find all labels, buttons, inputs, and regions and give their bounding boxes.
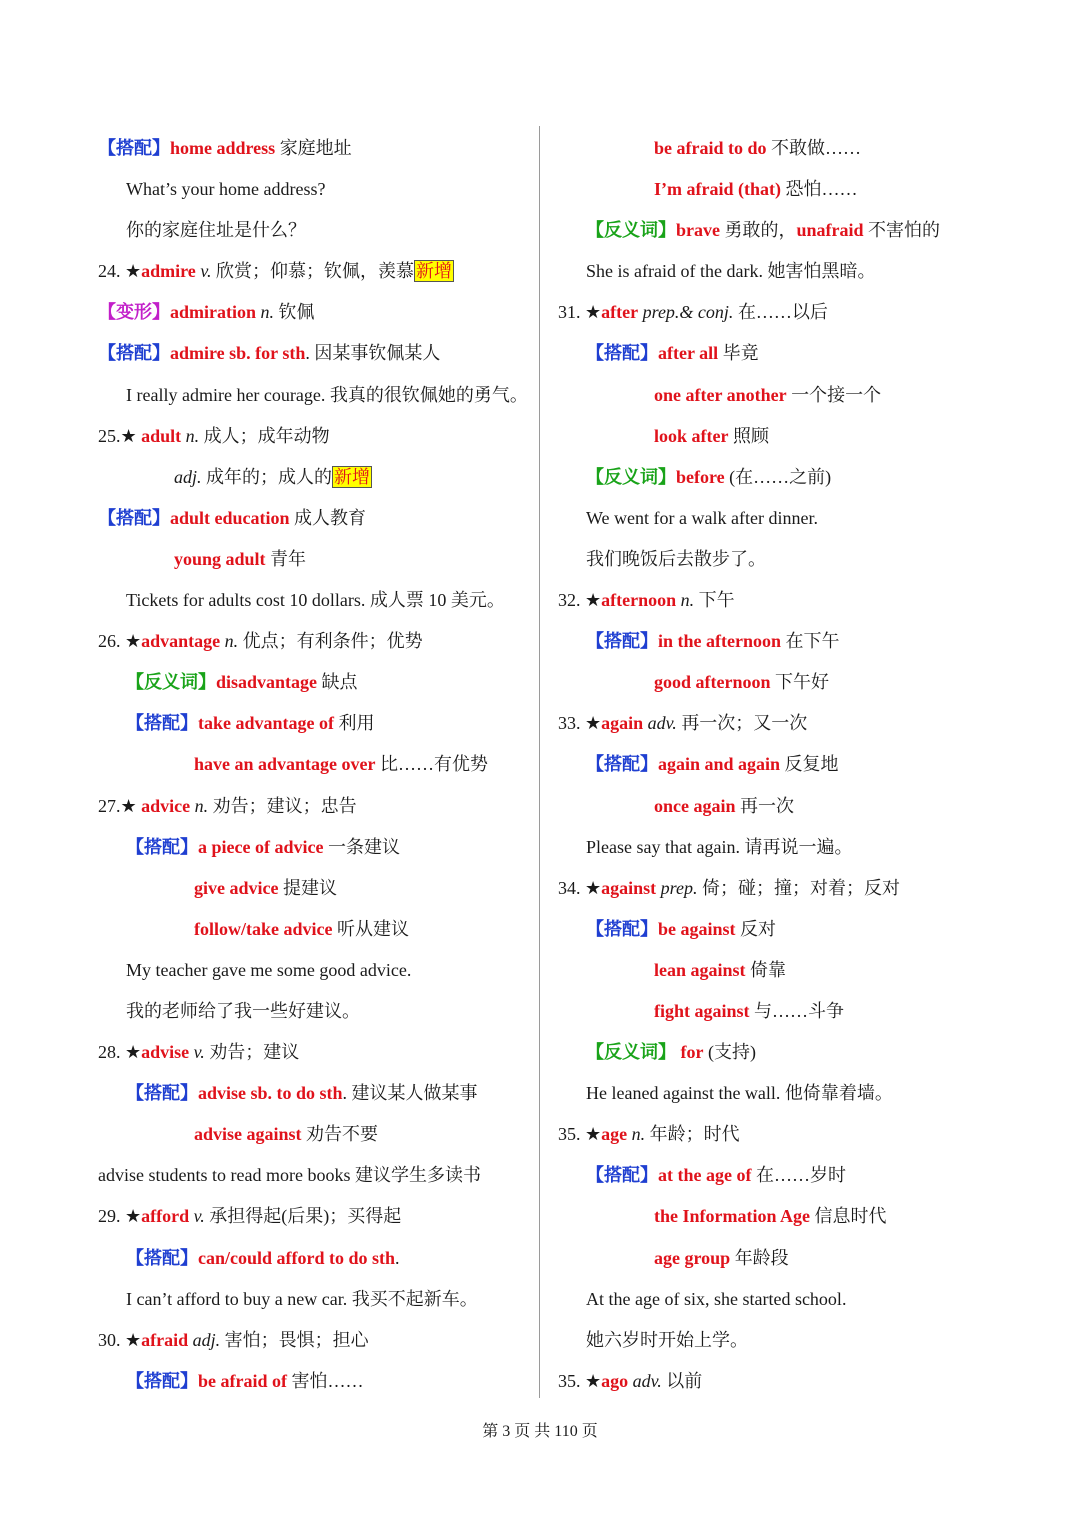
bracket-label: 【反义词】	[586, 220, 676, 241]
term-text: have an advantage over	[194, 754, 376, 775]
part-of-speech: n.	[181, 425, 200, 446]
text-segment: 利用	[334, 713, 375, 734]
text-segment: 缺点	[317, 672, 358, 693]
text-segment: 比……有优势	[375, 754, 488, 775]
vocab-line	[98, 662, 528, 703]
vocab-line	[558, 1320, 998, 1361]
text-segment: 成人；成年动物	[199, 425, 330, 446]
vocab-line	[98, 744, 528, 785]
vocab-line	[558, 416, 998, 457]
text-segment: He leaned against the wall. 他倚靠着墙。	[586, 1083, 893, 1104]
vocab-line	[98, 827, 528, 868]
vocab-line	[98, 786, 528, 827]
vocab-line	[558, 1279, 998, 1320]
bracket-label: 【反义词】	[126, 672, 216, 693]
text-segment: 在……岁时	[751, 1165, 846, 1186]
vocab-line	[558, 786, 998, 827]
bracket-label: 【搭配】	[98, 507, 170, 528]
text-segment: 她六岁时开始上学。	[586, 1329, 748, 1350]
text-segment: 害怕……	[287, 1370, 364, 1391]
term-text: brave	[676, 220, 720, 241]
text-segment: 你的家庭住址是什么？	[126, 220, 306, 241]
text-segment: My teacher gave me some good advice.	[126, 959, 412, 980]
term-text: adult	[141, 425, 182, 446]
text-segment: 28. ★	[98, 1042, 142, 1063]
text-segment: 劝告不要	[301, 1124, 379, 1145]
text-segment: 恐怕……	[781, 179, 858, 200]
text-segment: 在下午	[781, 631, 840, 652]
vocab-line	[98, 333, 528, 374]
term-text: ago	[601, 1370, 629, 1391]
vocab-line	[558, 210, 998, 251]
text-segment: 成人教育	[289, 507, 367, 528]
part-of-speech: prep.& conj.	[638, 302, 734, 323]
text-segment: 在……以后	[733, 302, 828, 323]
part-of-speech: adj.	[174, 466, 202, 487]
vocab-line	[558, 1196, 998, 1237]
vocab-line	[558, 1361, 998, 1402]
text-segment: What’s your home address?	[126, 179, 326, 200]
term-text: disadvantage	[216, 672, 318, 693]
text-segment: Tickets for adults cost 10 dollars. 成人票 10 美元。	[126, 590, 505, 611]
term-text: before	[676, 466, 725, 487]
part-of-speech: adj.	[188, 1329, 221, 1350]
bracket-label: 【搭配】	[586, 343, 658, 364]
text-segment: 承担得起(后果)；买得起	[204, 1206, 402, 1227]
text-segment: . 因某事钦佩某人	[305, 343, 441, 364]
part-of-speech: n.	[190, 795, 209, 816]
vocab-line	[98, 868, 528, 909]
text-segment: 优点；有利条件；优势	[238, 631, 423, 652]
vocab-line	[98, 909, 528, 950]
part-of-speech: v.	[189, 1042, 205, 1063]
term-text: adult education	[170, 507, 290, 528]
bracket-label: 【搭配】	[98, 343, 170, 364]
text-segment: 劝告；建议	[204, 1042, 300, 1063]
part-of-speech: adv.	[643, 713, 677, 734]
term-text: good afternoon	[654, 672, 771, 693]
text-segment: 害怕；畏惧；担心	[220, 1329, 369, 1350]
part-of-speech: v.	[195, 261, 212, 282]
term-text: admire	[141, 261, 196, 282]
text-segment: 反对	[735, 918, 777, 939]
term-text: in the afternoon	[658, 631, 781, 652]
vocab-line	[558, 909, 998, 950]
text-segment: 听从建议	[332, 918, 409, 939]
text-segment: 年龄段	[730, 1247, 789, 1268]
vocab-line	[98, 375, 528, 416]
vocab-line	[558, 621, 998, 662]
part-of-speech: n.	[676, 590, 695, 611]
text-segment: 提建议	[278, 877, 337, 898]
column-divider	[539, 126, 540, 1398]
text-segment: 以前	[661, 1370, 703, 1391]
vocab-line	[558, 1238, 998, 1279]
part-of-speech: v.	[189, 1206, 205, 1227]
text-segment: 25.★	[98, 425, 142, 446]
text-segment: Please say that again. 请再说一遍。	[586, 836, 853, 857]
vocab-line	[98, 169, 528, 210]
vocab-line	[98, 991, 528, 1032]
vocab-line	[558, 333, 998, 374]
text-segment: 不害怕的	[863, 220, 941, 241]
vocab-line	[98, 1032, 528, 1073]
vocab-line	[558, 1032, 998, 1073]
vocab-line	[98, 1196, 528, 1237]
term-text: after	[601, 302, 639, 323]
text-segment: 一条建议	[323, 836, 400, 857]
term-text: again and again	[658, 754, 781, 775]
term-text: afternoon	[601, 590, 677, 611]
term-text: at the age of	[658, 1165, 752, 1186]
term-text: be against	[658, 918, 736, 939]
term-text: be afraid of	[198, 1370, 287, 1391]
term-text: follow/take advice	[194, 918, 333, 939]
term-text: advice	[141, 795, 191, 816]
text-segment: 35. ★	[558, 1370, 602, 1391]
term-text: one after another	[654, 384, 787, 405]
term-text: be afraid to do	[654, 138, 767, 158]
bracket-label: 【反义词】	[586, 466, 676, 487]
term-text: age	[601, 1124, 628, 1145]
vocab-line	[558, 744, 998, 785]
term-text: for	[680, 1042, 704, 1063]
text-segment: 毕竟	[718, 343, 759, 364]
vocab-line	[98, 580, 528, 621]
bracket-label: 【搭配】	[126, 1247, 198, 1268]
text-segment: 成年的；成人的	[201, 466, 333, 487]
vocab-line	[558, 991, 998, 1032]
text-segment: 24. ★	[98, 261, 142, 282]
bracket-label: 【搭配】	[586, 631, 658, 652]
vocab-line	[98, 457, 528, 498]
term-text: home address	[170, 138, 276, 158]
vocab-line	[558, 1114, 998, 1155]
term-text: take advantage of	[198, 713, 334, 734]
term-text: the Information Age	[654, 1206, 810, 1227]
text-segment: (在……之前)	[724, 466, 832, 487]
vocab-line	[98, 1155, 528, 1196]
vocab-line	[98, 251, 528, 292]
vocab-line	[98, 498, 528, 539]
part-of-speech: n.	[220, 631, 239, 652]
bracket-label: 【搭配】	[586, 1165, 658, 1186]
text-segment: 青年	[265, 548, 307, 569]
bracket-label: 【搭配】	[586, 754, 658, 775]
vocab-line	[558, 1155, 998, 1196]
text-segment: 反复地	[780, 754, 839, 775]
bracket-label: 【变形】	[98, 302, 170, 323]
text-segment: 下午	[694, 590, 735, 611]
vocab-line	[98, 539, 528, 580]
term-text: once again	[654, 795, 736, 816]
term-text: young adult	[174, 548, 266, 569]
vocab-line	[558, 1073, 998, 1114]
text-segment: 劝告；建议；忠告	[208, 795, 357, 816]
text-segment: At the age of six, she started school.	[586, 1288, 847, 1309]
text-segment: 欣赏；仰慕；钦佩，羡慕	[211, 261, 414, 282]
term-text: after all	[658, 343, 719, 364]
bracket-label: 【搭配】	[126, 1370, 198, 1391]
term-text: I’m afraid	[654, 179, 734, 200]
text-segment: 信息时代	[810, 1206, 887, 1227]
term-text: unafraid	[796, 220, 864, 241]
text-segment: She is afraid of the dark. 她害怕黑暗。	[586, 261, 876, 282]
vocab-line	[98, 621, 528, 662]
vocab-line	[558, 827, 998, 868]
text-segment: 我的老师给了我一些好建议。	[126, 1000, 360, 1021]
new-badge: 新增	[334, 466, 371, 487]
term-text: advise	[141, 1042, 190, 1063]
term-text: admire sb. for sth	[170, 343, 306, 364]
term-text: lean against	[654, 959, 746, 980]
bracket-label: 【搭配】	[98, 138, 170, 158]
text-segment: . 建议某人做某事	[342, 1083, 478, 1104]
vocab-line	[558, 169, 998, 210]
vocab-line	[98, 1279, 528, 1320]
text-segment: We went for a walk after dinner.	[586, 507, 818, 528]
vocab-line	[98, 703, 528, 744]
text-segment: (支持)	[703, 1042, 756, 1063]
term-text: admiration	[170, 302, 257, 323]
term-text: give advice	[194, 877, 279, 898]
text-segment: 33. ★	[558, 713, 602, 734]
term-text: (that)	[738, 179, 781, 200]
vocab-line	[98, 210, 528, 251]
text-segment: 34. ★	[558, 877, 602, 898]
term-text: again	[601, 713, 644, 734]
vocab-line	[558, 539, 998, 580]
text-segment: 26. ★	[98, 631, 142, 652]
text-segment: 年龄；时代	[645, 1124, 740, 1145]
vocab-line	[558, 457, 998, 498]
vocab-line	[98, 1320, 528, 1361]
vocab-line	[558, 498, 998, 539]
text-segment: 35. ★	[558, 1124, 602, 1145]
term-text: advise sb. to do sth	[198, 1083, 343, 1104]
left-column	[98, 128, 528, 1402]
text-segment: 勇敢的，	[720, 220, 797, 241]
bracket-label: 【反义词】	[586, 1042, 676, 1063]
text-segment: 倚；碰；撞；对着；反对	[697, 877, 900, 898]
term-text: look after	[654, 425, 729, 446]
vocab-line	[558, 950, 998, 991]
vocab-line	[98, 1238, 528, 1279]
text-segment: I really admire her courage. 我真的很钦佩她的勇气。	[126, 384, 528, 405]
term-text: age group	[654, 1247, 731, 1268]
term-text: can/could afford to do sth	[198, 1247, 396, 1268]
term-text: advantage	[141, 631, 221, 652]
vocab-line	[98, 128, 528, 169]
text-segment: 照顾	[728, 425, 769, 446]
vocab-line	[98, 1114, 528, 1155]
vocab-line	[558, 580, 998, 621]
vocab-line	[98, 1361, 528, 1402]
bracket-label: 【搭配】	[126, 713, 198, 734]
text-segment: 倚靠	[745, 959, 787, 980]
bracket-label: 【搭配】	[586, 918, 658, 939]
text-segment: 下午好	[770, 672, 829, 693]
vocab-line	[558, 375, 998, 416]
term-text: a piece of advice	[198, 836, 324, 857]
vocab-line	[98, 1073, 528, 1114]
text-segment: 不敢做……	[766, 138, 861, 158]
vocab-line	[558, 251, 998, 292]
text-segment: 29. ★	[98, 1206, 142, 1227]
new-badge: 新增	[415, 261, 452, 282]
vocab-line	[558, 292, 998, 333]
vocab-line	[558, 703, 998, 744]
text-segment: 27.★	[98, 795, 142, 816]
vocab-line	[558, 868, 998, 909]
text-segment: 一个接一个	[786, 384, 882, 405]
right-column	[558, 128, 998, 1402]
vocab-line	[558, 662, 998, 703]
text-segment: 钦佩	[274, 302, 315, 323]
text-segment: 再一次	[735, 795, 795, 816]
text-segment: I can’t afford to buy a new car. 我买不起新车。	[126, 1288, 478, 1309]
bracket-label: 【搭配】	[126, 836, 198, 857]
vocab-line	[98, 292, 528, 333]
text-segment: 与……斗争	[749, 1000, 845, 1021]
page-footer: 第 3 页 共 110 页	[482, 1423, 598, 1440]
text-segment: 32. ★	[558, 590, 602, 611]
term-text: afford	[141, 1206, 190, 1227]
term-text: fight against	[654, 1000, 750, 1021]
vocab-line	[558, 128, 998, 169]
term-text: against	[601, 877, 657, 898]
text-segment: 家庭地址	[275, 138, 352, 158]
bracket-label: 【搭配】	[126, 1083, 198, 1104]
text-segment: advise students to read more books 建议学生多读书	[98, 1165, 481, 1186]
vocab-line	[98, 950, 528, 991]
term-text: afraid	[141, 1329, 189, 1350]
text-segment: .	[395, 1247, 400, 1268]
part-of-speech: n.	[627, 1124, 646, 1145]
part-of-speech: n.	[256, 302, 275, 323]
vocab-line	[98, 416, 528, 457]
text-segment: 30. ★	[98, 1329, 142, 1350]
part-of-speech: prep.	[656, 877, 698, 898]
term-text: advise against	[194, 1124, 302, 1145]
text-segment: 31. ★	[558, 302, 602, 323]
text-segment: 我们晚饭后去散步了。	[586, 548, 766, 569]
part-of-speech: adv.	[628, 1370, 662, 1391]
text-segment: 再一次；又一次	[676, 713, 808, 734]
